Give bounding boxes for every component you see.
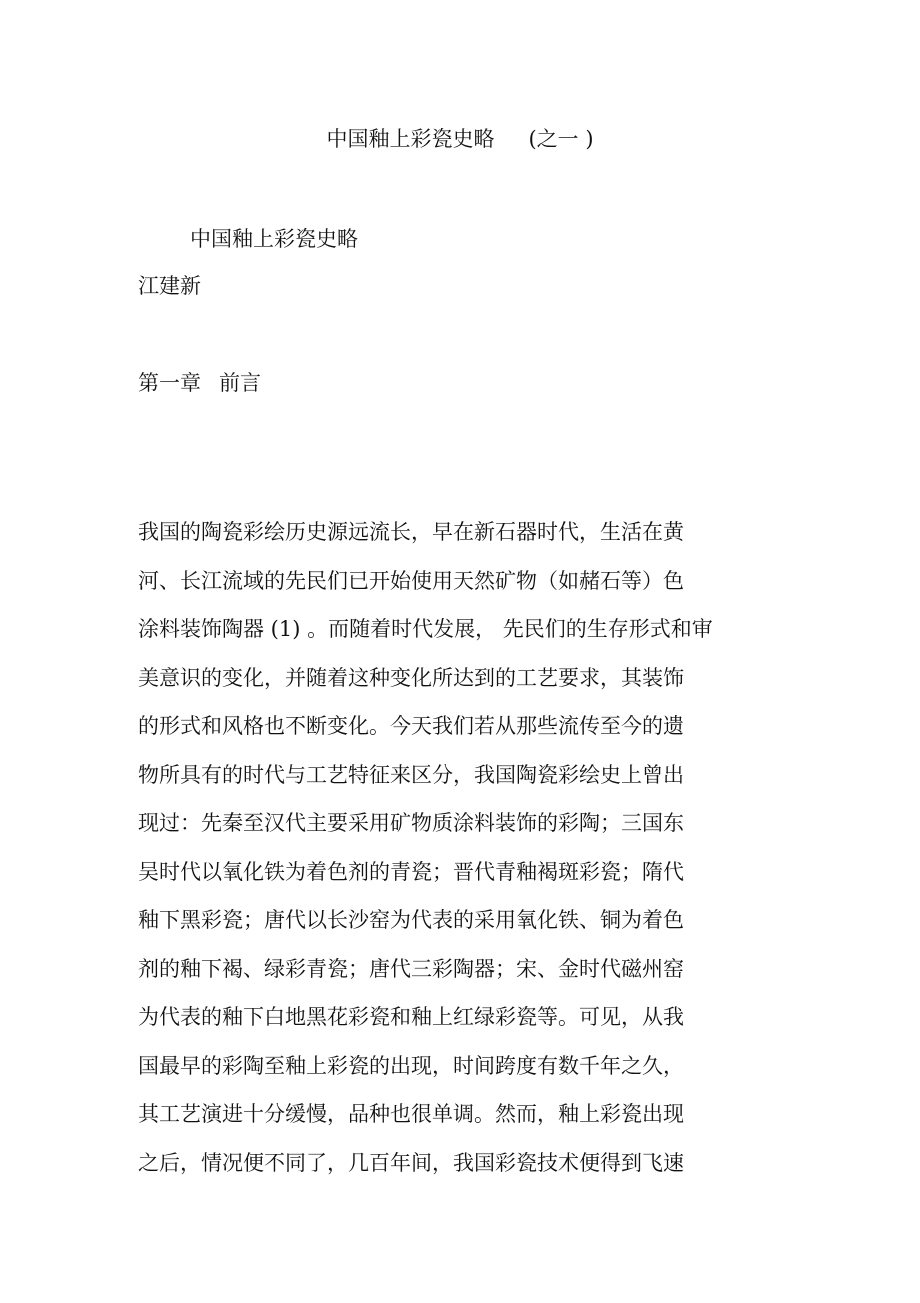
chapter-title: 前言 [219,371,261,395]
body-line: 国最早的彩陶至釉上彩瓷的出现，时间跨度有数千年之久， [138,1053,684,1078]
document-title [0,124,920,154]
body-line: 现过：先秦至汉代主要采用矿物质涂料装饰的彩陶；三国东 [138,811,684,835]
body-line: 河、长江流域的先民们已开始使用天然矿物（如赭石等）色 [138,568,684,593]
body-line: 美意识的变化，并随着这种变化所达到的工艺要求，其装饰 [138,665,684,690]
body-line: 的形式和风格也不断变化。今天我们若从那些流传至今的遗 [138,714,684,738]
chapter-number: 第一章 [138,371,201,395]
body-line: 物所具有的时代与工艺特征来区分，我国陶瓷彩绘史上曾出 [138,762,684,787]
document-subtitle: 中国釉上彩瓷史略 [190,227,358,251]
body-paragraph [138,508,778,1187]
body-line: 剂的釉下褐、绿彩青瓷；唐代三彩陶器；宋、金时代磁州窑 [138,956,684,981]
body-line: 其工艺演进十分缓慢，品种也很单调。然而，釉上彩瓷出现 [138,1102,684,1126]
body-line: 为代表的釉下白地黑花彩瓷和釉上红绿彩瓷等。可见，从我 [138,1005,684,1029]
body-line: 我国的陶瓷彩绘历史源远流长，早在新石器时代，生活在黄 [138,520,684,544]
chapter-heading [138,368,261,398]
body-line: 吴时代以氧化铁为着色剂的青瓷；晋代青釉褐斑彩瓷；隋代 [138,859,684,884]
title-suffix: (之一 ) [528,127,594,151]
body-line: 涂料装饰陶器 (1) 。而随着时代发展， 先民们的生存形式和审 [138,617,713,641]
body-line: 釉下黑彩瓷；唐代以长沙窑为代表的采用氧化铁、铜为着色 [138,908,684,932]
body-line: 之后，情况便不同了，几百年间，我国彩瓷技术便得到飞速 [138,1150,684,1175]
author-name: 江建新 [138,274,201,298]
title-main: 中国釉上彩瓷史略 [326,127,495,151]
